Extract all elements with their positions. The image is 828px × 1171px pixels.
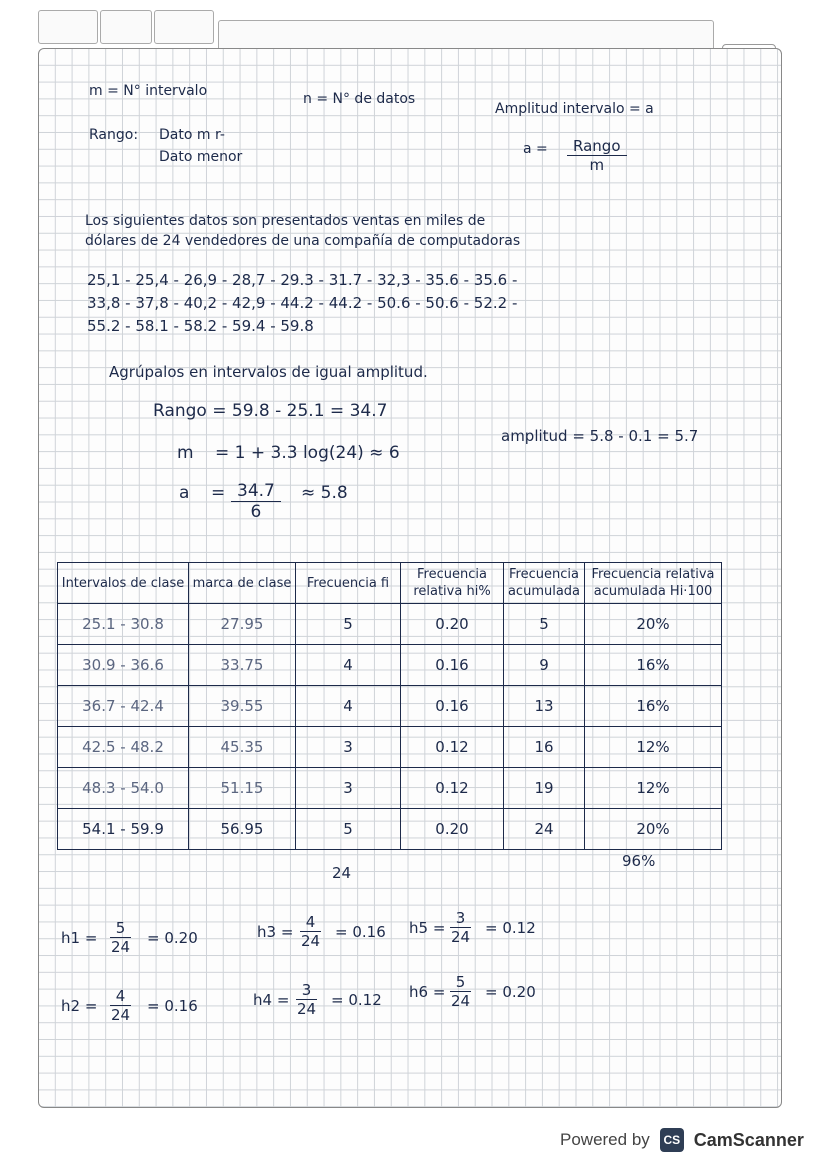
h2-fraction xyxy=(105,987,136,1024)
table-row xyxy=(58,604,722,645)
total-frequency: 24 xyxy=(332,864,352,882)
header-box xyxy=(100,10,152,44)
header-box xyxy=(38,10,98,44)
h5-fraction xyxy=(445,909,476,946)
problem-line-2: dólares de 24 vendedores de una compañía de computadoras xyxy=(85,233,521,249)
work-a-denominator: 6 xyxy=(250,502,262,522)
cell-frec-rel-acumulada: 12% xyxy=(585,768,722,809)
h2-den: 24 xyxy=(111,1006,131,1024)
work-rango: Rango = 59.8 - 25.1 = 34.7 xyxy=(153,401,388,421)
h4-result: = 0.12 xyxy=(331,991,382,1009)
h6-fraction xyxy=(445,973,476,1010)
cell-intervalo: 48.3 - 54.0 xyxy=(58,768,189,809)
cell-intervalo: 30.9 - 36.6 xyxy=(58,645,189,686)
frequency-table xyxy=(57,562,722,850)
cell-frec-relativa: 0.16 xyxy=(401,686,504,727)
h2-label: h2 = xyxy=(61,997,98,1015)
data-line-1: 25,1 - 25,4 - 26,9 - 28,7 - 29.3 - 31.7 - 32,3 - 35.6 - 35.6 - xyxy=(87,271,518,289)
def-rango-line2: Dato menor xyxy=(159,149,243,165)
cell-frec-relativa: 0.20 xyxy=(401,604,504,645)
work-a-label: a xyxy=(179,483,190,503)
def-a-numerator: Rango xyxy=(567,137,627,156)
cell-frecuencia: 3 xyxy=(296,727,401,768)
h5-num: 3 xyxy=(450,909,472,928)
cell-frec-relativa: 0.20 xyxy=(401,809,504,850)
cell-marca: 56.95 xyxy=(189,809,296,850)
h2-result: = 0.16 xyxy=(147,997,198,1015)
table-row xyxy=(58,809,722,850)
cell-frec-acumulada: 9 xyxy=(504,645,585,686)
cell-frec-rel-acumulada: 16% xyxy=(585,686,722,727)
data-line-3: 55.2 - 58.1 - 58.2 - 59.4 - 59.8 xyxy=(87,317,314,335)
def-a-fraction xyxy=(567,137,627,174)
def-rango-label: Rango: xyxy=(89,127,139,143)
h6-den: 24 xyxy=(451,992,471,1010)
work-heading: Agrúpalos en intervalos de igual amplitud. xyxy=(109,363,428,381)
cell-frec-rel-acumulada: 20% xyxy=(585,809,722,850)
h1-result: = 0.20 xyxy=(147,929,198,947)
def-a-eq: a = xyxy=(523,141,548,157)
h3-den: 24 xyxy=(301,932,321,950)
cell-frec-relativa: 0.16 xyxy=(401,645,504,686)
h6-result: = 0.20 xyxy=(485,983,536,1001)
col-marca: marca de clase xyxy=(189,563,296,604)
notebook-header xyxy=(38,10,780,50)
data-line-2: 33,8 - 37,8 - 40,2 - 42,9 - 44.2 - 44.2 - 50.6 - 50.6 - 52.2 - xyxy=(87,294,518,312)
cell-frec-rel-acumulada: 16% xyxy=(585,645,722,686)
col-frec-rel-acumulada: Frecuencia relativa acumulada Hi·100 xyxy=(585,563,722,604)
col-intervalos: Intervalos de clase xyxy=(58,563,189,604)
cell-frecuencia: 5 xyxy=(296,604,401,645)
h1-den: 24 xyxy=(111,938,131,956)
cell-intervalo: 36.7 - 42.4 xyxy=(58,686,189,727)
col-frec-acumulada: Frecuencia acumulada xyxy=(504,563,585,604)
cell-frec-rel-acumulada: 12% xyxy=(585,727,722,768)
work-m-value: = 1 + 3.3 log(24) ≈ 6 xyxy=(215,443,400,463)
header-box xyxy=(154,10,214,44)
total-percent: 96% xyxy=(622,852,656,870)
h1-fraction xyxy=(105,919,136,956)
h3-num: 4 xyxy=(300,913,322,932)
h3-label: h3 = xyxy=(257,923,294,941)
table-header-row xyxy=(58,563,722,604)
cell-marca: 33.75 xyxy=(189,645,296,686)
problem-line-1: Los siguientes datos son presentados ventas en miles de xyxy=(85,213,486,229)
work-a-eq: = xyxy=(211,483,226,503)
cell-frec-acumulada: 19 xyxy=(504,768,585,809)
h4-num: 3 xyxy=(296,981,318,1000)
h4-label: h4 = xyxy=(253,991,290,1009)
scanner-footer xyxy=(560,1128,804,1152)
cell-marca: 51.15 xyxy=(189,768,296,809)
def-m: m = N° intervalo xyxy=(89,83,208,99)
h6-label: h6 = xyxy=(409,983,446,1001)
camscanner-name: CamScanner xyxy=(693,1129,804,1150)
cell-marca: 45.35 xyxy=(189,727,296,768)
camscanner-logo-icon: CS xyxy=(660,1128,684,1152)
h2-num: 4 xyxy=(110,987,132,1006)
cell-frec-relativa: 0.12 xyxy=(401,727,504,768)
cell-frec-relativa: 0.12 xyxy=(401,768,504,809)
cell-frec-rel-acumulada: 20% xyxy=(585,604,722,645)
h5-result: = 0.12 xyxy=(485,919,536,937)
h5-den: 24 xyxy=(451,928,471,946)
h6-num: 5 xyxy=(450,973,472,992)
h4-den: 24 xyxy=(297,1000,317,1018)
cell-frecuencia: 5 xyxy=(296,809,401,850)
work-a-numerator: 34.7 xyxy=(231,481,281,502)
h1-label: h1 = xyxy=(61,929,98,947)
cell-marca: 27.95 xyxy=(189,604,296,645)
h3-fraction xyxy=(295,913,326,950)
table-row xyxy=(58,727,722,768)
cell-frecuencia: 4 xyxy=(296,645,401,686)
table-row xyxy=(58,645,722,686)
cell-intervalo: 54.1 - 59.9 xyxy=(58,809,189,850)
cell-frec-acumulada: 13 xyxy=(504,686,585,727)
table-row xyxy=(58,686,722,727)
col-frecuencia: Frecuencia fi xyxy=(296,563,401,604)
h4-fraction xyxy=(291,981,322,1018)
cell-intervalo: 42.5 - 48.2 xyxy=(58,727,189,768)
powered-by-text: Powered by xyxy=(560,1130,650,1149)
cell-intervalo: 25.1 - 30.8 xyxy=(58,604,189,645)
cell-frecuencia: 3 xyxy=(296,768,401,809)
work-amplitud: amplitud = 5.8 - 0.1 = 5.7 xyxy=(501,427,699,445)
h1-num: 5 xyxy=(110,919,132,938)
def-amplitud: Amplitud intervalo = a xyxy=(495,101,654,117)
cell-frecuencia: 4 xyxy=(296,686,401,727)
cell-frec-acumulada: 24 xyxy=(504,809,585,850)
cell-marca: 39.55 xyxy=(189,686,296,727)
work-a-result: ≈ 5.8 xyxy=(301,483,348,503)
cell-frec-acumulada: 5 xyxy=(504,604,585,645)
h5-label: h5 = xyxy=(409,919,446,937)
def-n: n = N° de datos xyxy=(303,91,416,107)
table-row xyxy=(58,768,722,809)
h3-result: = 0.16 xyxy=(335,923,386,941)
work-a-fraction xyxy=(231,481,281,522)
def-rango-line1: Dato m r- xyxy=(159,127,225,143)
work-m-label: m xyxy=(177,443,194,463)
cell-frec-acumulada: 16 xyxy=(504,727,585,768)
col-frec-relativa: Frecuencia relativa hi% xyxy=(401,563,504,604)
def-a-denominator: m xyxy=(589,156,605,174)
